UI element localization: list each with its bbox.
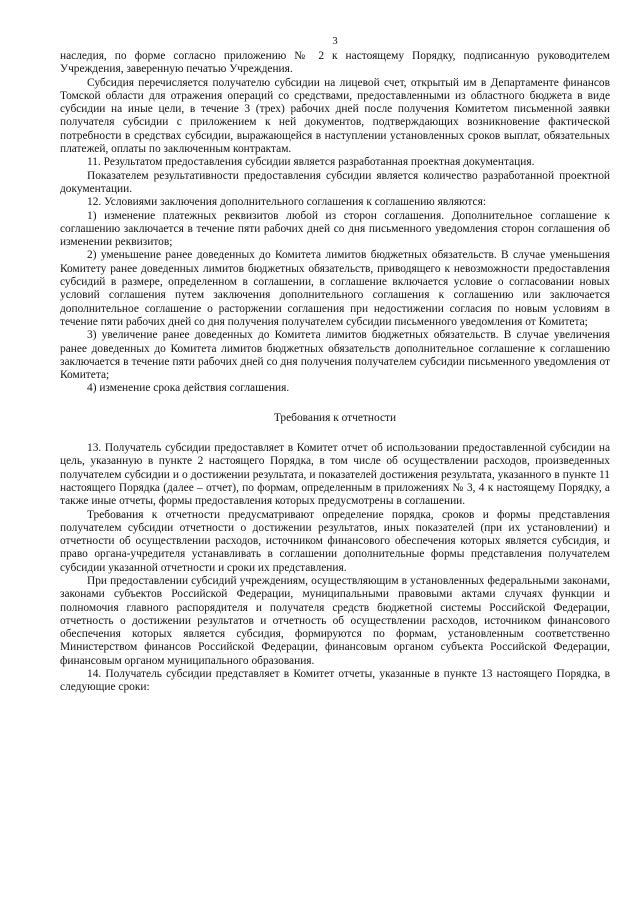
document-page [60, 36, 610, 695]
paragraph: Требования к отчетности предусматривают определение порядка, сроков и формы представления получателем субсидии отчетности о достижении результатов, иных показателей (при их установлении) и отчетности об осуществлении расходов, источником финансового обеспечения которых является субсидия, и право органа-учредителя устанавливать в соглашении дополнительные формы представления получателем субсидии указанной отчетности и сроки их представления. [60, 508, 610, 574]
paragraph: 4) изменение срока действия соглашения. [87, 382, 290, 395]
paragraph: наследия, по форме согласно приложению № 2 к настоящему Порядку, подписанную руководителем Учреждения, заверенную печатью Учреждения. [60, 50, 610, 76]
bottom-section [60, 442, 610, 695]
top-section [60, 50, 610, 396]
page-number: 3 [332, 36, 338, 47]
paragraph: 13. Получатель субсидии предоставляет в Комитет отчет об использовании предоставленной субсидии на цель, указанную в пункте 2 настоящего Порядка, в том числе об осуществлении расходов, произведенных получателем субсидии и о достижении результата, и показателей достижения результата, указанного в пункте 11 настоящего Порядка (далее – отчет), по формам, определенным в приложениях № 3, 4 к настоящему Порядку, а также иные отчеты, формы предоставления которых предусмотрены в соглашении. [60, 442, 610, 508]
paragraph: При предоставлении субсидий учреждениям, осуществляющим в установленных федеральными законами, законами субъектов Российской Федерации, муниципальными правовыми актами случаях функции и полномочия главного распорядителя и получателя средств бюджетной системы Российской Федерации, отчетность о достижении результатов и отчетность об осуществлении расходов, источником финансового обеспечения которых является субсидия, формируются по формам, установленным соответственно Министерством финансов Российской Федерации, финансовым органом субъекта Российской Федерации, финансовым органом муниципального образования. [60, 574, 610, 667]
paragraph: 1) изменение платежных реквизитов любой из сторон соглашения. Дополнительное соглашение к соглашению заключается в течение пяти рабочих дней со дня письменного уведомления сторон соглашения об изменении реквизитов; [60, 209, 610, 249]
paragraph: Показателем результативности предоставления субсидии является количество разработанной проектной документации. [60, 169, 610, 195]
paragraph: Субсидия перечисляется получателю субсидии на лицевой счет, открытый им в Департаменте финансов Томской области для отражения операций со средствами, предоставленными из областного бюджета в виде субсидии на иные цели, в течение 3 (трех) рабочих дней после получения Комитетом письменной заявки получателя субсидии с приложением к ней документов, подтверждающих возникновение фактической потребности в средствах субсидии, выражающейся в наступлении установленных сроков выплат, обязательных платежей, оплаты по заключенным контрактам. [60, 76, 610, 156]
paragraph: 12. Условиями заключения дополнительного соглашения к соглашению являются: [87, 196, 486, 209]
paragraph: 11. Результатом предоставления субсидии является разработанная проектная документация. [87, 156, 535, 169]
paragraph: 2) уменьшение ранее доведенных до Комитета лимитов бюджетных обязательств. В случае уменьшения Комитету ранее доведенных лимитов бюджетных обязательств, приводящего к невозможности предоставления субсидий в размере, определенном в соглашении, в соглашение включается условие о согласовании новых условий соглашения путем заключения дополнительного соглашения к соглашению или заключается дополнительное соглашение о расторжении соглашения при недостижении согласия по новым условиям в течение пяти рабочих дней со дня получения получателем субсидии письменного уведомления от Комитета; [60, 249, 610, 328]
paragraph: 3) увеличение ранее доведенных до Комитета лимитов бюджетных обязательств. В случае увеличения ранее доведенных до Комитета лимитов бюджетных обязательств дополнительное соглашение к соглашению заключается в течение пяти рабочих дней со дня получения получателем субсидии письменного уведомления от Комитета; [60, 329, 610, 382]
paragraph: 14. Получатель субсидии представляет в Комитет отчеты, указанные в пункте 13 настоящего Порядка, в следующие сроки: [60, 668, 610, 694]
section-heading: Требования к отчетности [273, 411, 397, 424]
